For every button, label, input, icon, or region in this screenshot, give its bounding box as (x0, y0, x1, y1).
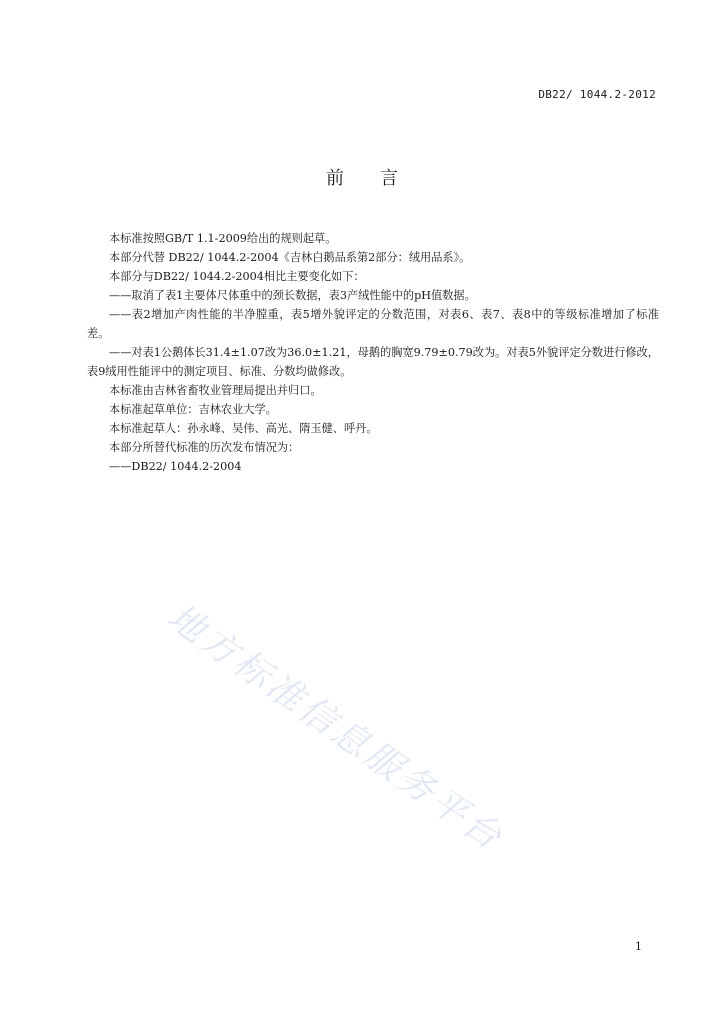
page-number: 1 (635, 940, 642, 953)
paragraph: 本标准起草人：孙永峰、吴伟、高光、隋玉健、呼丹。 (109, 422, 378, 435)
paragraph: 本部分所替代标准的历次发布情况为： (109, 441, 300, 454)
paragraph: 本标准起草单位：吉林农业大学。 (109, 403, 277, 416)
document-code: DB22/ 1044.2-2012 (538, 88, 656, 101)
paragraph: ——表2增加产肉性能的半净膛重，表5增外貌评定的分数范围，对表6、表7、表8中的等级标准增加了标准差。 (87, 308, 659, 340)
page-title: 前言 (326, 168, 434, 189)
watermark: 地方标准信息服务平台 (159, 596, 512, 860)
paragraph: ——对表1公鹅体长31.4±1.07改为36.0±1.21，母鹅的胸宽9.79±0.79改为。对表5外貌评定分数进行修改，表9绒用性能评中的测定项目、标准、分数均做修改。 (87, 346, 659, 378)
paragraph: 本部分与DB22/ 1044.2-2004相比主要变化如下： (109, 270, 365, 283)
foreword-body (87, 229, 659, 476)
paragraph: 本标准按照GB/T 1.1-2009给出的规则起草。 (109, 232, 337, 245)
paragraph: 本标准由吉林省畜牧业管理局提出并归口。 (109, 384, 322, 397)
paragraph: 本部分代替 DB22/ 1044.2-2004《吉林白鹅品系第2部分：绒用品系》。 (109, 251, 471, 264)
paragraph: ——取消了表1主要体尺体重中的颈长数据，表3产绒性能中的pH值数据。 (109, 289, 476, 302)
paragraph: ——DB22/ 1044.2-2004 (109, 460, 242, 473)
